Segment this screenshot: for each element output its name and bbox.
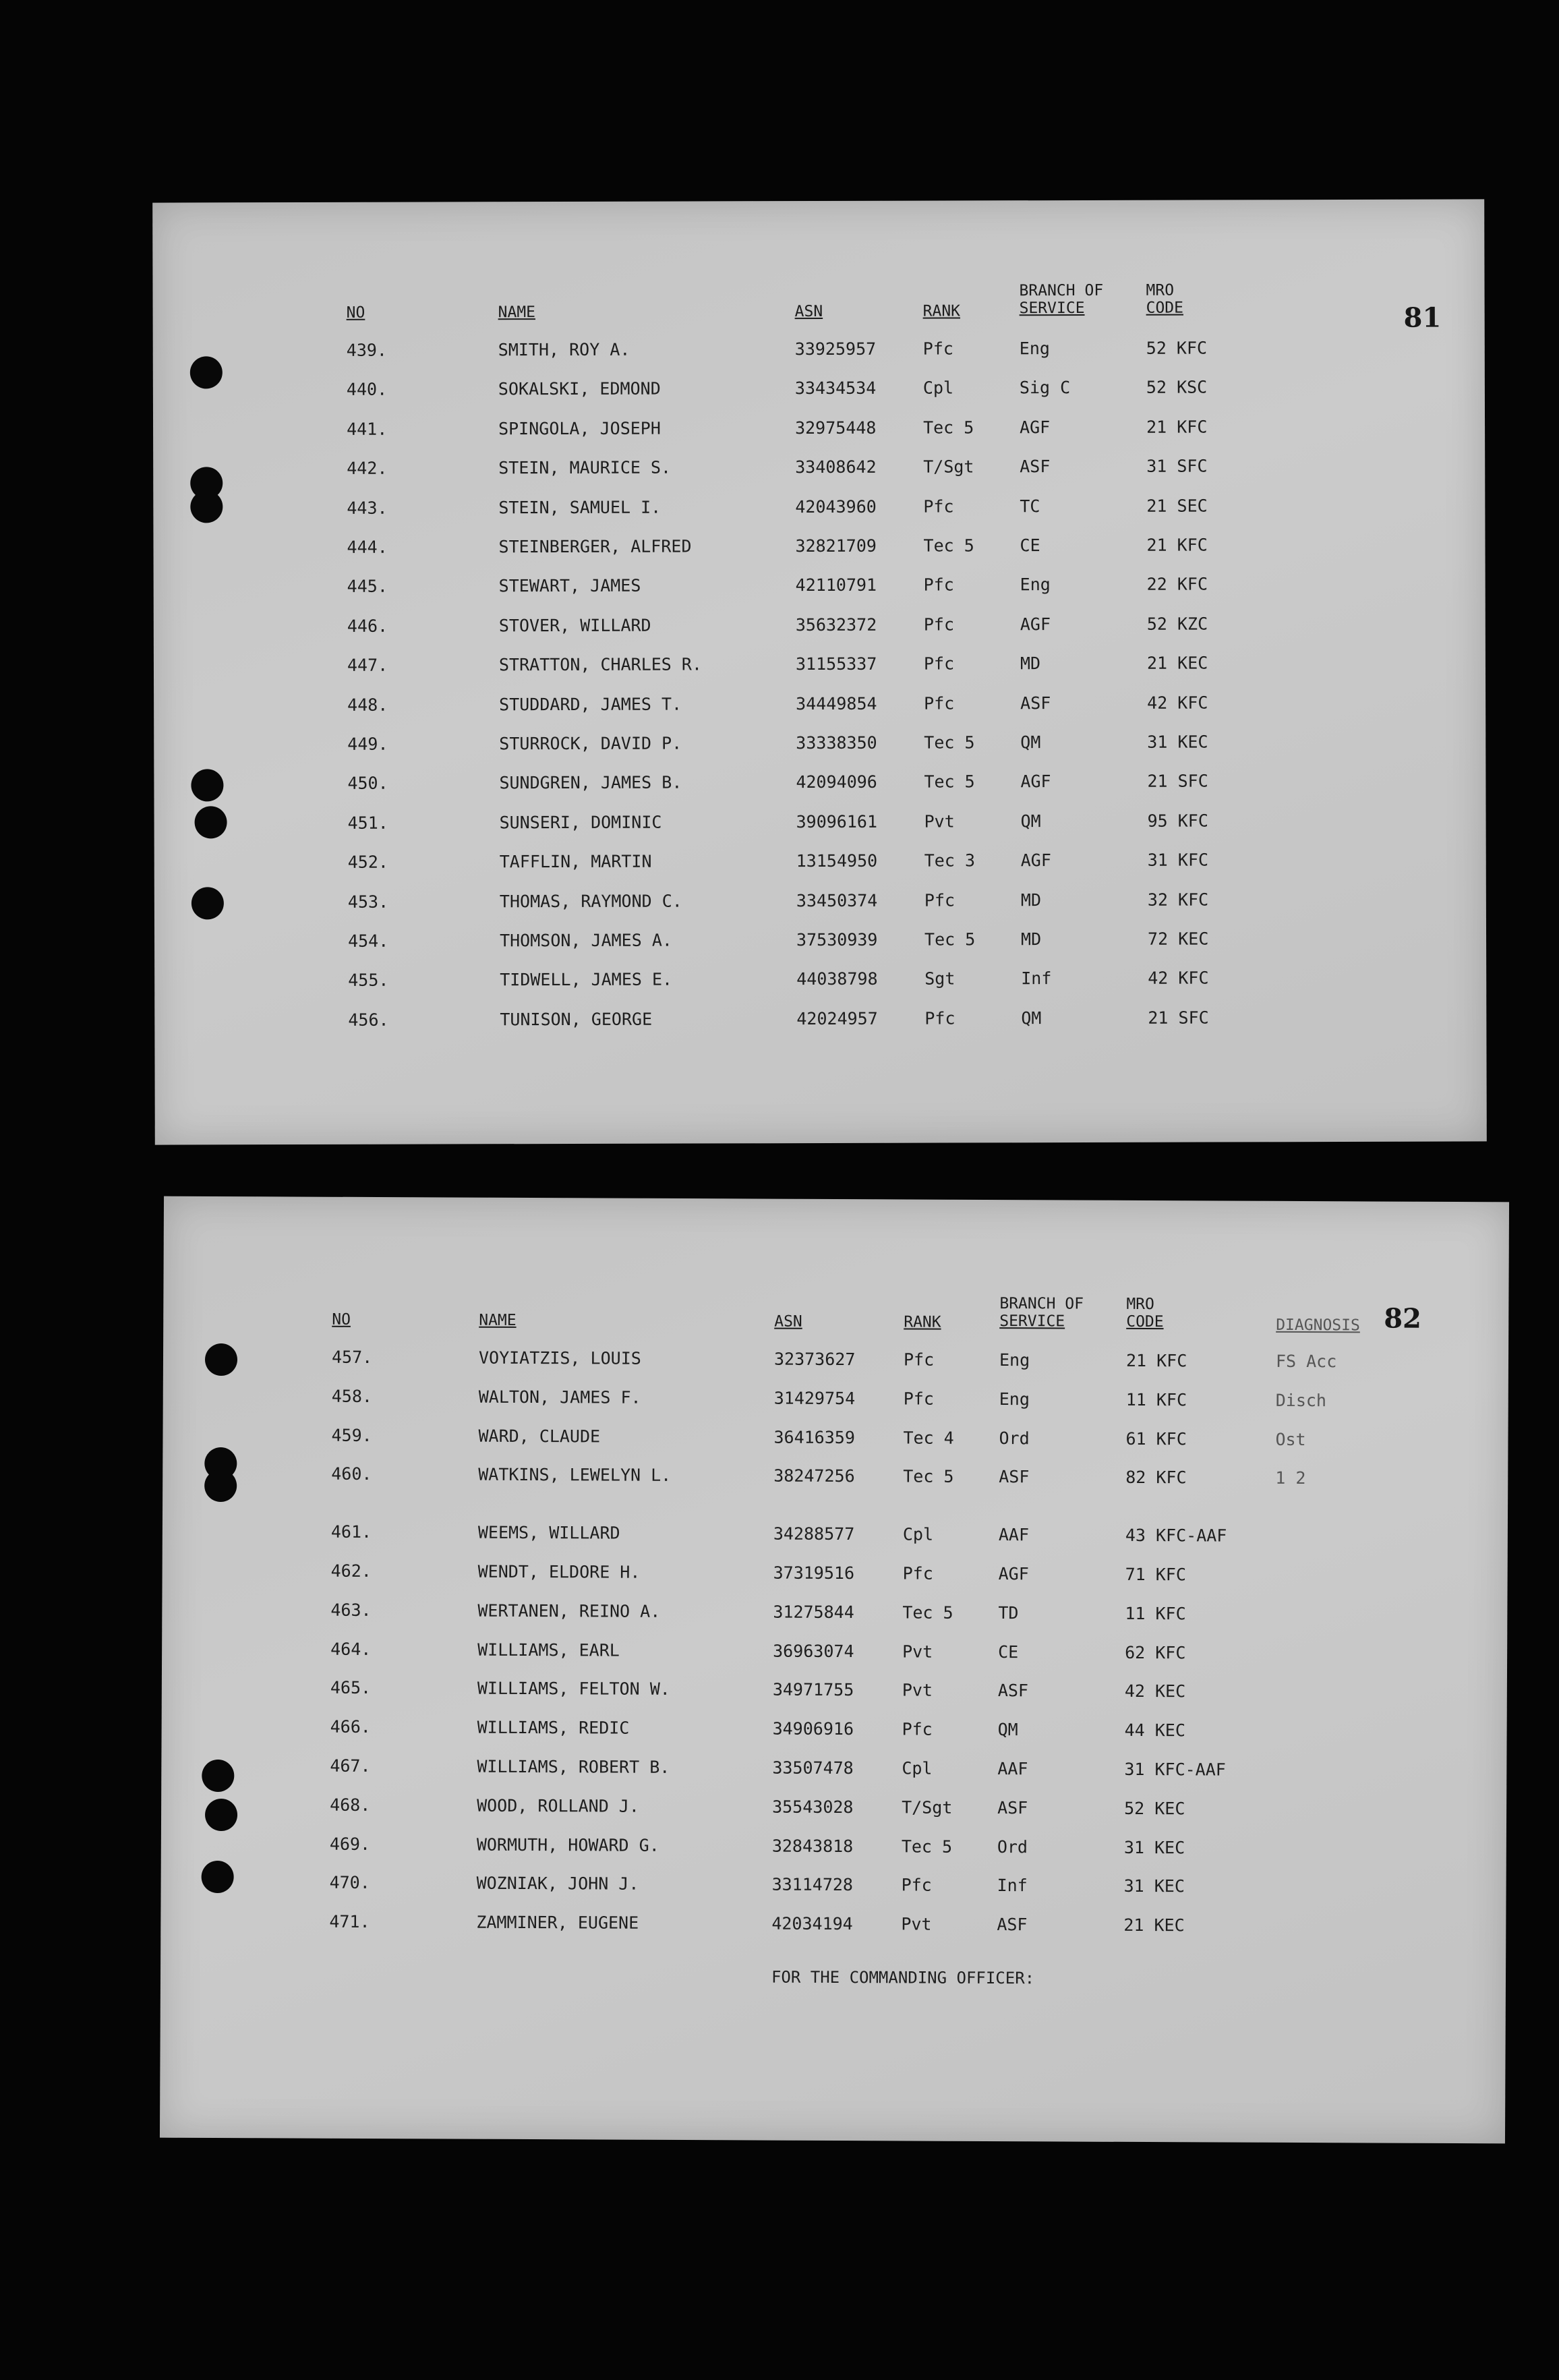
cell-mro: 52 KSC bbox=[1146, 377, 1208, 398]
cell-name: WILLIAMS, FELTON W. bbox=[477, 1679, 670, 1700]
header-branch-top: BRANCH OF bbox=[999, 1295, 1084, 1313]
cell-no: 448. bbox=[347, 695, 388, 715]
table-row bbox=[163, 1521, 1508, 1567]
cell-asn: 42043960 bbox=[795, 496, 877, 517]
cell-no: 446. bbox=[347, 616, 388, 636]
cell-no: 459. bbox=[331, 1425, 372, 1445]
header-branch-top: BRANCH OF bbox=[1019, 281, 1104, 300]
cell-no: 471. bbox=[329, 1911, 370, 1932]
cell-branch: AAF bbox=[998, 1525, 1030, 1545]
cell-mro: 72 KEC bbox=[1147, 929, 1209, 949]
cell-mro: 42 KEC bbox=[1124, 1681, 1186, 1702]
header-name: NAME bbox=[479, 1311, 517, 1329]
cell-no: 455. bbox=[348, 970, 389, 991]
cell-asn: 32373627 bbox=[773, 1349, 856, 1370]
cell-asn: 32843818 bbox=[771, 1836, 854, 1856]
cell-rank: Pfc bbox=[903, 1349, 935, 1370]
cell-no: 454. bbox=[348, 931, 389, 951]
cell-asn: 34906916 bbox=[772, 1718, 854, 1739]
cell-name: STEIN, MAURICE S. bbox=[498, 457, 672, 478]
table-row bbox=[154, 731, 1486, 774]
cell-rank: Tec 5 bbox=[901, 1836, 953, 1857]
cell-name: WATKINS, LEWELYN L. bbox=[478, 1465, 672, 1486]
cell-asn: 35543028 bbox=[772, 1797, 854, 1817]
cell-branch: Inf bbox=[997, 1876, 1028, 1896]
cell-rank: Cpl bbox=[902, 1758, 933, 1778]
table-row bbox=[162, 1638, 1507, 1683]
cell-rank: Tec 5 bbox=[924, 772, 975, 792]
cell-mro: 11 KFC bbox=[1125, 1389, 1187, 1410]
table-row bbox=[161, 1794, 1506, 1839]
cell-mro: 71 KFC bbox=[1125, 1564, 1186, 1585]
cell-no: 460. bbox=[331, 1464, 372, 1484]
cell-asn: 42034194 bbox=[771, 1913, 853, 1934]
cell-mro: 21 KFC bbox=[1146, 417, 1208, 437]
table-row bbox=[163, 1463, 1508, 1509]
cell-mro: 31 KEC bbox=[1123, 1837, 1185, 1857]
cell-name: VOYIATZIS, LOUIS bbox=[478, 1347, 641, 1368]
cell-branch: AAF bbox=[997, 1759, 1028, 1779]
header-mro-bottom: CODE bbox=[1126, 1312, 1164, 1331]
cell-name: THOMAS, RAYMOND C. bbox=[499, 891, 682, 911]
cell-no: 447. bbox=[347, 655, 388, 676]
cell-no: 465. bbox=[330, 1678, 372, 1698]
cell-branch: Eng bbox=[999, 1350, 1030, 1370]
cell-rank: Pfc bbox=[923, 496, 954, 517]
cell-asn: 36963074 bbox=[773, 1641, 854, 1661]
cell-name: WERTANEN, REINO A. bbox=[477, 1600, 661, 1621]
table-row bbox=[153, 337, 1485, 380]
header-name: NAME bbox=[498, 303, 536, 322]
cell-rank: Pvt bbox=[901, 1914, 932, 1934]
cell-no: 463. bbox=[330, 1600, 372, 1620]
cell-name: STEWART, JAMES bbox=[498, 576, 641, 596]
cell-mro: 62 KFC bbox=[1125, 1642, 1186, 1662]
cell-no: 442. bbox=[347, 458, 388, 479]
cell-rank: Pfc bbox=[924, 693, 955, 714]
table-row bbox=[153, 534, 1485, 577]
cell-no: 451. bbox=[347, 813, 388, 833]
cell-asn: 33450374 bbox=[796, 890, 878, 910]
page-number: 82 bbox=[1384, 1302, 1422, 1335]
cell-mro: 21 SFC bbox=[1147, 771, 1208, 792]
cell-rank: Pfc bbox=[901, 1875, 932, 1896]
cell-no: 458. bbox=[331, 1386, 373, 1406]
cell-mro: 22 KFC bbox=[1146, 574, 1208, 595]
header-rank: RANK bbox=[904, 1313, 941, 1331]
cell-no: 444. bbox=[347, 537, 388, 557]
table-row bbox=[161, 1833, 1506, 1878]
cell-diag: FS Acc bbox=[1275, 1351, 1337, 1372]
cell-asn: 31155337 bbox=[795, 654, 877, 674]
cell-rank: Pfc bbox=[902, 1563, 933, 1584]
cell-name: TAFFLIN, MARTIN bbox=[499, 851, 652, 872]
header-branch-bottom: SERVICE bbox=[1019, 299, 1085, 318]
cell-asn: 32975448 bbox=[795, 417, 877, 438]
cell-mro: 42 KFC bbox=[1147, 693, 1208, 713]
cell-mro: 31 SFC bbox=[1146, 456, 1208, 476]
cell-mro: 21 KEC bbox=[1123, 1915, 1185, 1936]
cell-no: 466. bbox=[330, 1716, 371, 1737]
cell-rank: T/Sgt bbox=[902, 1797, 953, 1818]
cell-rank: Cpl bbox=[922, 378, 954, 398]
table-row bbox=[163, 1424, 1508, 1470]
cell-asn: 33338350 bbox=[796, 732, 877, 753]
cell-mro: 42 KFC bbox=[1148, 968, 1209, 989]
cell-name: SPINGOLA, JOSEPH bbox=[498, 418, 661, 439]
cell-name: TIDWELL, JAMES E. bbox=[500, 969, 673, 990]
cell-asn: 33925957 bbox=[794, 339, 877, 359]
cell-mro: 52 KEC bbox=[1124, 1798, 1185, 1819]
header-branch-bottom: SERVICE bbox=[999, 1312, 1065, 1331]
header-mro-bottom: CODE bbox=[1146, 299, 1184, 317]
cell-mro: 21 SEC bbox=[1146, 496, 1208, 516]
table-row bbox=[154, 850, 1486, 892]
cell-asn: 33507478 bbox=[772, 1758, 854, 1778]
header-mro-top: MRO bbox=[1146, 281, 1175, 299]
page-number: 81 bbox=[1403, 301, 1442, 334]
table-row bbox=[154, 1007, 1486, 1049]
cell-no: 461. bbox=[330, 1521, 372, 1542]
table-row bbox=[162, 1677, 1507, 1722]
cell-mro: 21 SFC bbox=[1148, 1008, 1209, 1028]
table-row bbox=[154, 810, 1486, 852]
cell-branch: ASF bbox=[999, 1467, 1030, 1487]
table-row bbox=[160, 1872, 1506, 1917]
table-row bbox=[154, 613, 1486, 656]
cell-asn: 35632372 bbox=[795, 614, 877, 635]
cell-name: THOMSON, JAMES A. bbox=[500, 930, 672, 951]
table-row bbox=[153, 456, 1485, 498]
cell-mro: 32 KFC bbox=[1147, 890, 1209, 910]
cell-mro: 31 KEC bbox=[1147, 732, 1208, 752]
table-row bbox=[161, 1716, 1506, 1762]
cell-no: 443. bbox=[347, 498, 388, 518]
cell-branch: Ord bbox=[999, 1428, 1030, 1448]
cell-branch: AGF bbox=[1020, 850, 1051, 871]
cell-diag: Ost bbox=[1275, 1429, 1306, 1449]
cell-no: 457. bbox=[331, 1347, 373, 1368]
table-row bbox=[154, 574, 1486, 616]
table-row bbox=[153, 495, 1485, 538]
cell-rank: Tec 4 bbox=[903, 1428, 954, 1448]
cell-no: 440. bbox=[346, 380, 388, 400]
cell-name: WILLIAMS, REDIC bbox=[477, 1717, 630, 1738]
cell-mro: 21 KFC bbox=[1125, 1350, 1187, 1371]
cell-rank: Tec 3 bbox=[924, 850, 976, 871]
cell-mro: 31 KFC bbox=[1147, 850, 1209, 870]
cell-no: 462. bbox=[330, 1561, 372, 1581]
cell-name: SMITH, ROY A. bbox=[498, 339, 630, 360]
cell-branch: Eng bbox=[999, 1389, 1030, 1410]
cell-branch: ASF bbox=[997, 1915, 1028, 1935]
cell-asn: 38247256 bbox=[773, 1465, 855, 1486]
cell-asn: 44038798 bbox=[796, 969, 878, 989]
cell-branch: AGF bbox=[1020, 614, 1051, 635]
cell-branch: CE bbox=[1020, 535, 1040, 556]
cell-no: 452. bbox=[347, 852, 388, 873]
table-row bbox=[154, 889, 1486, 931]
cell-rank: Pfc bbox=[923, 614, 955, 635]
cell-asn: 31275844 bbox=[773, 1602, 854, 1622]
header-rank: RANK bbox=[922, 302, 961, 320]
cell-branch: QM bbox=[1020, 811, 1041, 832]
cell-name: WILLIAMS, ROBERT B. bbox=[477, 1756, 670, 1777]
cell-rank: Pfc bbox=[903, 1389, 934, 1409]
cell-asn: 34288577 bbox=[773, 1523, 855, 1544]
cell-branch: AGF bbox=[1020, 417, 1051, 438]
cell-no: 453. bbox=[347, 892, 389, 912]
cell-rank: Pvt bbox=[924, 811, 955, 832]
cell-branch: ASF bbox=[1020, 457, 1051, 477]
cell-branch: MD bbox=[1020, 890, 1042, 910]
cell-name: WORMUTH, HOWARD G. bbox=[476, 1834, 659, 1855]
cell-branch: Eng bbox=[1019, 339, 1050, 359]
cell-no: 450. bbox=[347, 774, 388, 794]
header-no: NO bbox=[346, 303, 365, 322]
cell-no: 468. bbox=[330, 1795, 371, 1815]
cell-rank: Sgt bbox=[924, 968, 955, 989]
cell-rank: Pvt bbox=[902, 1642, 933, 1662]
cell-asn: 33114728 bbox=[771, 1874, 854, 1895]
cell-name: WOZNIAK, JOHN J. bbox=[476, 1874, 639, 1894]
header-no: NO bbox=[332, 1310, 351, 1329]
cell-asn: 37319516 bbox=[773, 1563, 855, 1584]
cell-mro: 21 KEC bbox=[1146, 653, 1208, 673]
cell-rank: Pfc bbox=[924, 1008, 955, 1028]
cell-branch: MD bbox=[1020, 654, 1041, 674]
table-row bbox=[161, 1755, 1506, 1801]
table-row bbox=[154, 771, 1486, 813]
cell-rank: Pfc bbox=[902, 1719, 933, 1739]
cell-rank: Pfc bbox=[922, 339, 953, 359]
cell-branch: TC bbox=[1020, 496, 1040, 516]
cell-mro: 21 KFC bbox=[1146, 535, 1208, 555]
table-row bbox=[163, 1347, 1508, 1392]
cell-no: 464. bbox=[330, 1639, 372, 1659]
cell-rank: Pvt bbox=[902, 1680, 933, 1701]
cell-rank: Pfc bbox=[924, 890, 955, 910]
cell-asn: 37530939 bbox=[796, 929, 878, 950]
cell-mro: 95 KFC bbox=[1147, 811, 1208, 831]
cell-asn: 34971755 bbox=[772, 1679, 854, 1700]
cell-name: SUNDGREN, JAMES B. bbox=[499, 772, 682, 793]
cell-name: WALTON, JAMES F. bbox=[478, 1387, 641, 1407]
cell-branch: ASF bbox=[997, 1681, 1029, 1701]
table-row bbox=[154, 928, 1486, 970]
cell-name: WEEMS, WILLARD bbox=[477, 1522, 620, 1543]
cell-asn: 13154950 bbox=[796, 850, 878, 871]
cell-name: TUNISON, GEORGE bbox=[500, 1009, 653, 1030]
cell-mro: 52 KZC bbox=[1146, 614, 1208, 634]
cell-mro: 31 KFC-AAF bbox=[1124, 1759, 1226, 1780]
cell-no: 470. bbox=[329, 1873, 370, 1893]
cell-name: STUDDARD, JAMES T. bbox=[499, 694, 682, 714]
cell-rank: Tec 5 bbox=[923, 417, 974, 438]
cell-diag: 1 2 bbox=[1275, 1468, 1306, 1488]
cell-branch: QM bbox=[1020, 732, 1041, 753]
header-diagnosis: DIAGNOSIS bbox=[1276, 1316, 1360, 1335]
header-mro-top: MRO bbox=[1126, 1295, 1154, 1314]
cell-branch: QM bbox=[1021, 1008, 1042, 1028]
cell-branch: MD bbox=[1021, 929, 1042, 950]
header-asn: ASN bbox=[794, 302, 823, 321]
cell-no: 445. bbox=[347, 577, 388, 597]
cell-mro: 31 KEC bbox=[1123, 1876, 1185, 1896]
table-row bbox=[154, 653, 1486, 695]
cell-name: STRATTON, CHARLES R. bbox=[498, 654, 703, 675]
cell-name: WENDT, ELDORE H. bbox=[477, 1561, 641, 1582]
cell-rank: Tec 5 bbox=[902, 1602, 953, 1623]
cell-branch: ASF bbox=[997, 1797, 1028, 1818]
cell-mro: 44 KEC bbox=[1124, 1720, 1185, 1741]
cell-diag: Disch bbox=[1275, 1390, 1327, 1410]
cell-asn: 31429754 bbox=[773, 1388, 856, 1408]
cell-mro: 82 KFC bbox=[1125, 1468, 1187, 1488]
cell-rank: Tec 5 bbox=[924, 929, 976, 950]
cell-asn: 42094096 bbox=[796, 772, 877, 792]
cell-branch: CE bbox=[998, 1642, 1019, 1662]
cell-branch: Ord bbox=[997, 1836, 1028, 1857]
cell-name: ZAMMINER, EUGENE bbox=[476, 1912, 639, 1933]
cell-branch: AGF bbox=[1020, 772, 1051, 792]
table-row bbox=[154, 692, 1486, 734]
table-row bbox=[153, 416, 1485, 459]
table-row bbox=[153, 377, 1485, 419]
cell-name: STOVER, WILLARD bbox=[498, 615, 651, 636]
cell-rank: Pfc bbox=[923, 575, 954, 595]
cell-branch: Eng bbox=[1020, 575, 1051, 595]
roster-sheet-81 bbox=[152, 199, 1487, 1144]
cell-no: 456. bbox=[348, 1010, 389, 1030]
cell-mro: 11 KFC bbox=[1125, 1603, 1186, 1624]
cell-asn: 36416359 bbox=[773, 1427, 855, 1447]
cell-rank: T/Sgt bbox=[923, 457, 974, 477]
cell-rank: Cpl bbox=[902, 1524, 934, 1544]
cell-asn: 34449854 bbox=[796, 693, 877, 714]
roster-sheet-82 bbox=[160, 1196, 1509, 2144]
cell-rank: Tec 5 bbox=[903, 1466, 954, 1487]
cell-name: STEIN, SAMUEL I. bbox=[498, 497, 661, 517]
table-row bbox=[162, 1561, 1507, 1606]
cell-rank: Tec 5 bbox=[923, 535, 974, 556]
cell-name: SOKALSKI, EDMOND bbox=[498, 379, 661, 399]
cell-name: STURROCK, DAVID P. bbox=[499, 733, 682, 754]
header-asn: ASN bbox=[774, 1312, 802, 1331]
cell-name: WOOD, ROLLAND J. bbox=[477, 1795, 640, 1816]
cell-rank: Pfc bbox=[923, 654, 955, 674]
cell-asn: 33434534 bbox=[794, 378, 877, 399]
cell-branch: ASF bbox=[1020, 693, 1051, 713]
cell-no: 469. bbox=[329, 1834, 371, 1854]
cell-branch: QM bbox=[997, 1720, 1018, 1740]
cell-name: STEINBERGER, ALFRED bbox=[498, 536, 692, 557]
cell-asn: 39096161 bbox=[796, 811, 878, 832]
cell-mro: 61 KFC bbox=[1125, 1428, 1187, 1449]
cell-asn: 33408642 bbox=[795, 457, 877, 477]
cell-no: 449. bbox=[347, 734, 388, 754]
signature-block-caption: FOR THE COMMANDING OFFICER: bbox=[771, 1967, 1035, 1988]
cell-branch: AGF bbox=[998, 1564, 1029, 1584]
cell-asn: 42024957 bbox=[796, 1008, 878, 1028]
cell-no: 439. bbox=[346, 340, 388, 360]
cell-branch: Inf bbox=[1021, 968, 1052, 989]
cell-branch: Sig C bbox=[1019, 378, 1071, 398]
cell-rank: Tec 5 bbox=[924, 732, 975, 753]
cell-no: 441. bbox=[347, 419, 388, 439]
table-row bbox=[160, 1911, 1506, 1956]
cell-no: 467. bbox=[330, 1755, 371, 1776]
cell-branch: TD bbox=[998, 1602, 1019, 1623]
cell-name: SUNSERI, DOMINIC bbox=[499, 812, 662, 833]
cell-asn: 42110791 bbox=[795, 575, 877, 596]
cell-asn: 32821709 bbox=[795, 535, 877, 556]
table-row bbox=[162, 1599, 1507, 1644]
table-row bbox=[163, 1385, 1508, 1430]
cell-name: WILLIAMS, EARL bbox=[477, 1639, 620, 1660]
cell-name: WARD, CLAUDE bbox=[478, 1426, 601, 1447]
cell-mro: 43 KFC-AAF bbox=[1125, 1526, 1227, 1546]
cell-mro: 52 KFC bbox=[1146, 338, 1208, 358]
table-row bbox=[154, 968, 1486, 1010]
